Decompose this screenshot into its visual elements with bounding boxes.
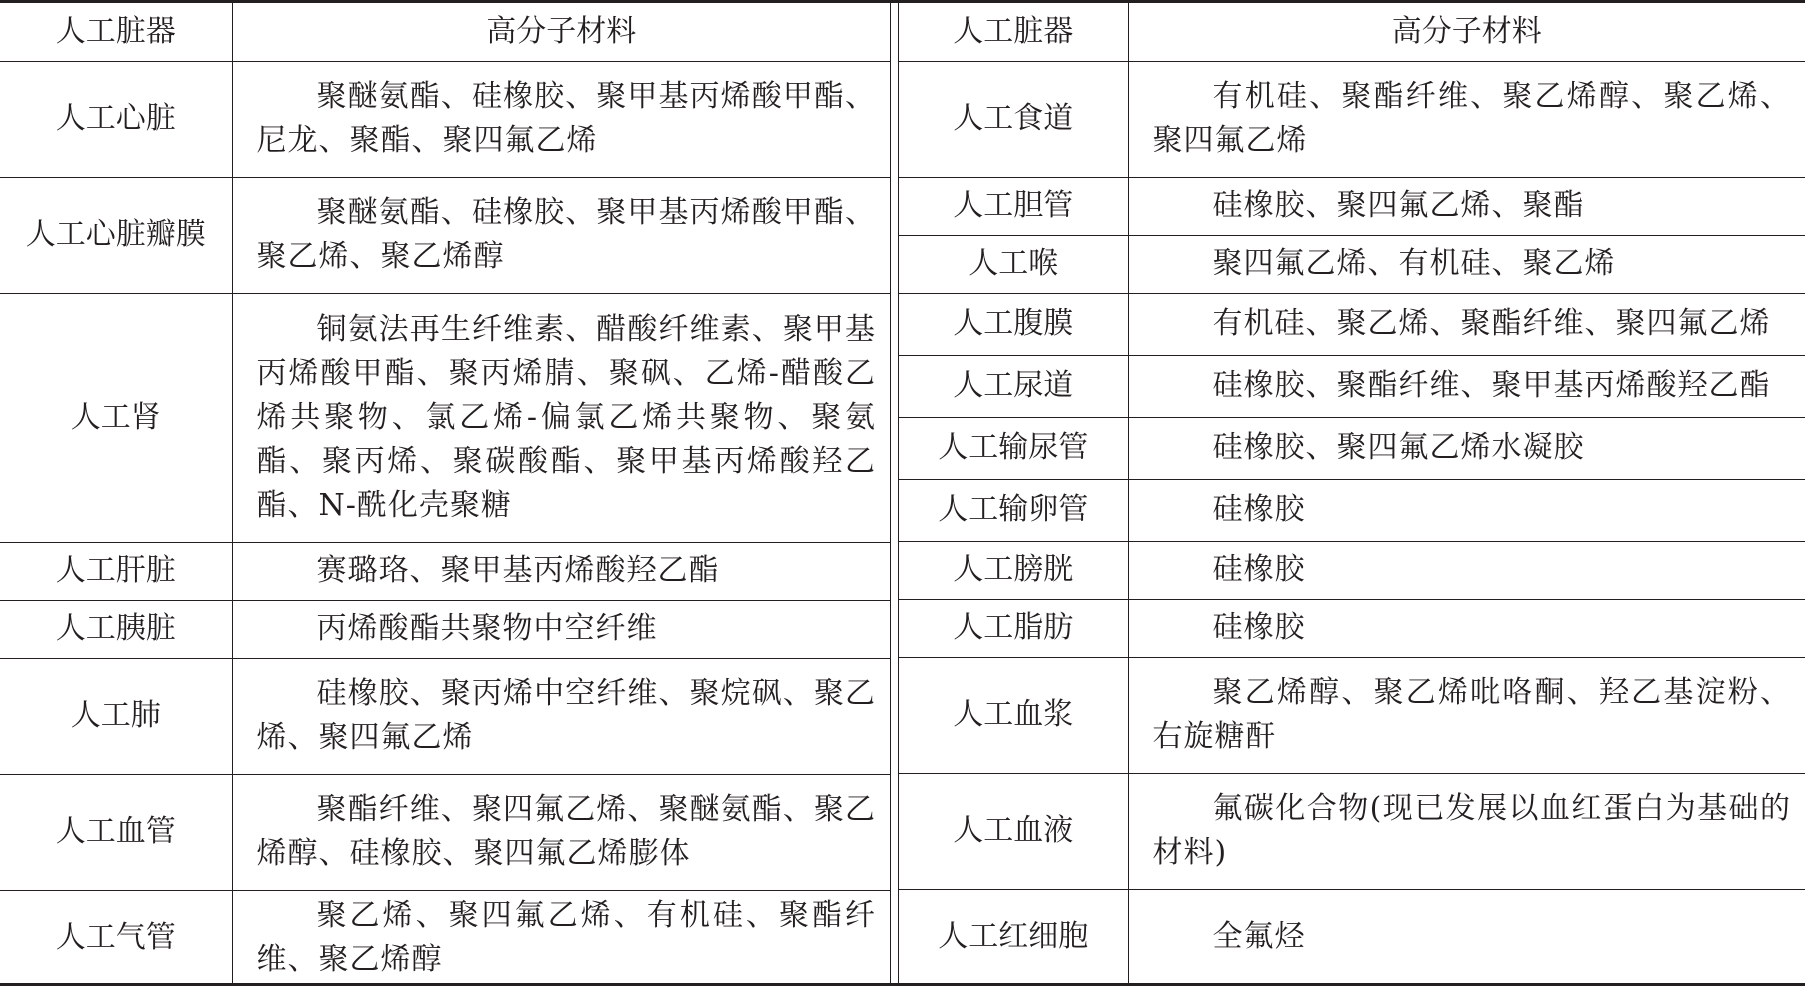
- material-cell: 铜氨法再生纤维素、醋酸纤维素、聚甲基丙烯酸甲酯、聚丙烯腈、聚砜、乙烯-醋酸乙烯共聚物、氯乙烯-偏氯乙烯共聚物、聚氨酯、聚丙烯、聚碳酸酯、聚甲基丙烯酸羟乙酯、N-酰化壳聚糖: [232, 293, 890, 542]
- table-row: [899, 355, 1805, 417]
- material-cell: 硅橡胶: [1128, 541, 1805, 599]
- organ-cell: 人工红细胞: [899, 889, 1128, 985]
- table-row: [899, 657, 1805, 773]
- material-cell: 有机硅、聚酯纤维、聚乙烯醇、聚乙烯、聚四氟乙烯: [1128, 61, 1805, 177]
- material-cell: 聚醚氨酯、硅橡胶、聚甲基丙烯酸甲酯、聚乙烯、聚乙烯醇: [232, 177, 890, 293]
- header-material: 高分子材料: [1128, 3, 1805, 61]
- table-row: [0, 600, 890, 658]
- table-row: [899, 235, 1805, 293]
- material-cell: 硅橡胶: [1128, 479, 1805, 541]
- left-table-panel: [0, 3, 891, 983]
- table-row: [899, 599, 1805, 657]
- table-row: [899, 177, 1805, 235]
- table-row: [0, 177, 890, 293]
- organ-cell: 人工气管: [0, 890, 232, 986]
- header-material: 高分子材料: [232, 3, 890, 61]
- material-cell: 丙烯酸酯共聚物中空纤维: [232, 600, 890, 658]
- material-cell: 赛璐珞、聚甲基丙烯酸羟乙酯: [232, 542, 890, 600]
- organ-cell: 人工胆管: [899, 177, 1128, 235]
- header-organ: 人工脏器: [0, 3, 232, 61]
- left-table: [0, 3, 890, 986]
- material-cell: 聚酯纤维、聚四氟乙烯、聚醚氨酯、聚乙烯醇、硅橡胶、聚四氟乙烯膨体: [232, 774, 890, 890]
- organ-cell: 人工腹膜: [899, 293, 1128, 355]
- material-cell: 聚乙烯、聚四氟乙烯、有机硅、聚酯纤维、聚乙烯醇: [232, 890, 890, 986]
- header-organ: 人工脏器: [899, 3, 1128, 61]
- organ-cell: 人工输卵管: [899, 479, 1128, 541]
- organ-cell: 人工胰脏: [0, 600, 232, 658]
- material-cell: 聚乙烯醇、聚乙烯吡咯酮、羟乙基淀粉、右旋糖酐: [1128, 657, 1805, 773]
- organ-cell: 人工输尿管: [899, 417, 1128, 479]
- material-cell: 硅橡胶、聚丙烯中空纤维、聚烷砜、聚乙烯、聚四氟乙烯: [232, 658, 890, 774]
- right-table: [899, 3, 1805, 985]
- table-row: [899, 773, 1805, 889]
- table-row: [899, 417, 1805, 479]
- material-cell: 氟碳化合物(现已发展以血红蛋白为基础的材料): [1128, 773, 1805, 889]
- right-table-panel: [898, 3, 1805, 983]
- organ-cell: 人工尿道: [899, 355, 1128, 417]
- organ-cell: 人工膀胱: [899, 541, 1128, 599]
- table-row: [899, 61, 1805, 177]
- table-row: [899, 293, 1805, 355]
- material-cell: 有机硅、聚乙烯、聚酯纤维、聚四氟乙烯: [1128, 293, 1805, 355]
- organ-cell: 人工血液: [899, 773, 1128, 889]
- table-row: [0, 542, 890, 600]
- header-row: [0, 3, 890, 61]
- material-cell: 全氟烃: [1128, 889, 1805, 985]
- table-row: [0, 890, 890, 986]
- organ-cell: 人工脂肪: [899, 599, 1128, 657]
- material-cell: 聚四氟乙烯、有机硅、聚乙烯: [1128, 235, 1805, 293]
- table-row: [899, 889, 1805, 985]
- material-cell: 硅橡胶、聚四氟乙烯、聚酯: [1128, 177, 1805, 235]
- organ-cell: 人工肝脏: [0, 542, 232, 600]
- organ-cell: 人工肾: [0, 293, 232, 542]
- material-cell: 硅橡胶、聚酯纤维、聚甲基丙烯酸羟乙酯: [1128, 355, 1805, 417]
- material-cell: 硅橡胶: [1128, 599, 1805, 657]
- organ-cell: 人工肺: [0, 658, 232, 774]
- organ-cell: 人工血管: [0, 774, 232, 890]
- organ-cell: 人工食道: [899, 61, 1128, 177]
- table-row: [0, 658, 890, 774]
- table-row: [899, 479, 1805, 541]
- table-row: [899, 541, 1805, 599]
- table-row: [0, 293, 890, 542]
- organ-cell: 人工喉: [899, 235, 1128, 293]
- table-row: [0, 61, 890, 177]
- table-row: [0, 774, 890, 890]
- organ-cell: 人工血浆: [899, 657, 1128, 773]
- header-row: [899, 3, 1805, 61]
- material-cell: 硅橡胶、聚四氟乙烯水凝胶: [1128, 417, 1805, 479]
- organ-cell: 人工心脏瓣膜: [0, 177, 232, 293]
- material-cell: 聚醚氨酯、硅橡胶、聚甲基丙烯酸甲酯、尼龙、聚酯、聚四氟乙烯: [232, 61, 890, 177]
- organ-cell: 人工心脏: [0, 61, 232, 177]
